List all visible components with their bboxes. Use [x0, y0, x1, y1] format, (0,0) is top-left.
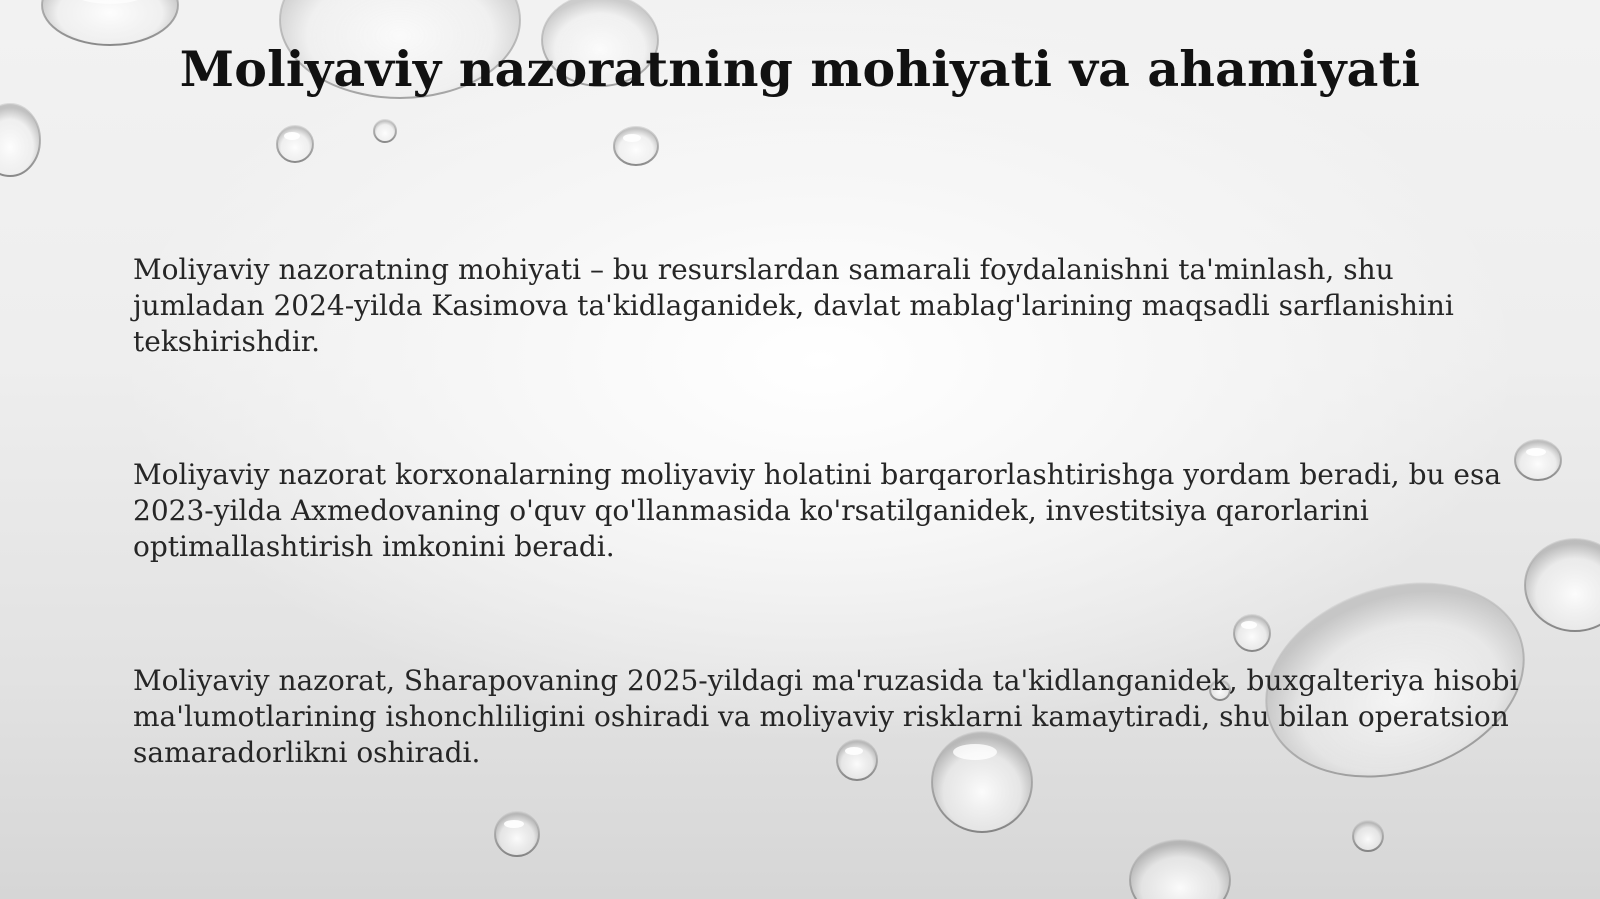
paragraph-2: Moliyaviy nazorat korxonalarning moliyaviy holatini barqarorlashtirishga yordam beradi, bu esa 2023-yilda Axmedovaning o'quv qo'llanmasida ko'rsatilganidek, investitsiya qarorlarini optimallashtirish imkonini beradi.	[133, 458, 1502, 563]
drop	[1353, 821, 1383, 851]
drop	[614, 127, 658, 165]
drop	[1525, 539, 1600, 631]
drop	[1130, 840, 1230, 899]
paragraph-1: Moliyaviy nazoratning mohiyati – bu resurslardan samarali foydalanishni ta'minlash, shu jumladan 2024-yilda Kasimova ta'kidlaganidek, davlat mablag'larining maqsadli sarflanishini tekshirishdir.	[133, 253, 1454, 358]
drop	[1234, 615, 1270, 651]
drop	[277, 126, 313, 162]
paragraph-3: Moliyaviy nazorat, Sharapovaning 2025-yildagi ma'ruzasida ta'kidlanganidek, buxgalteriya hisobi ma'lumotlarining ishonchliligini oshiradi va moliyaviy risklarni kamaytiradi, shu bilan operatsion samaradorlikni oshiradi.	[133, 664, 1519, 769]
drop	[0, 104, 40, 176]
drop	[374, 120, 396, 142]
drop	[42, 0, 178, 45]
drop	[495, 812, 539, 856]
slide-title: Moliyaviy nazoratning mohiyati va ahamiyati	[179, 40, 1421, 98]
